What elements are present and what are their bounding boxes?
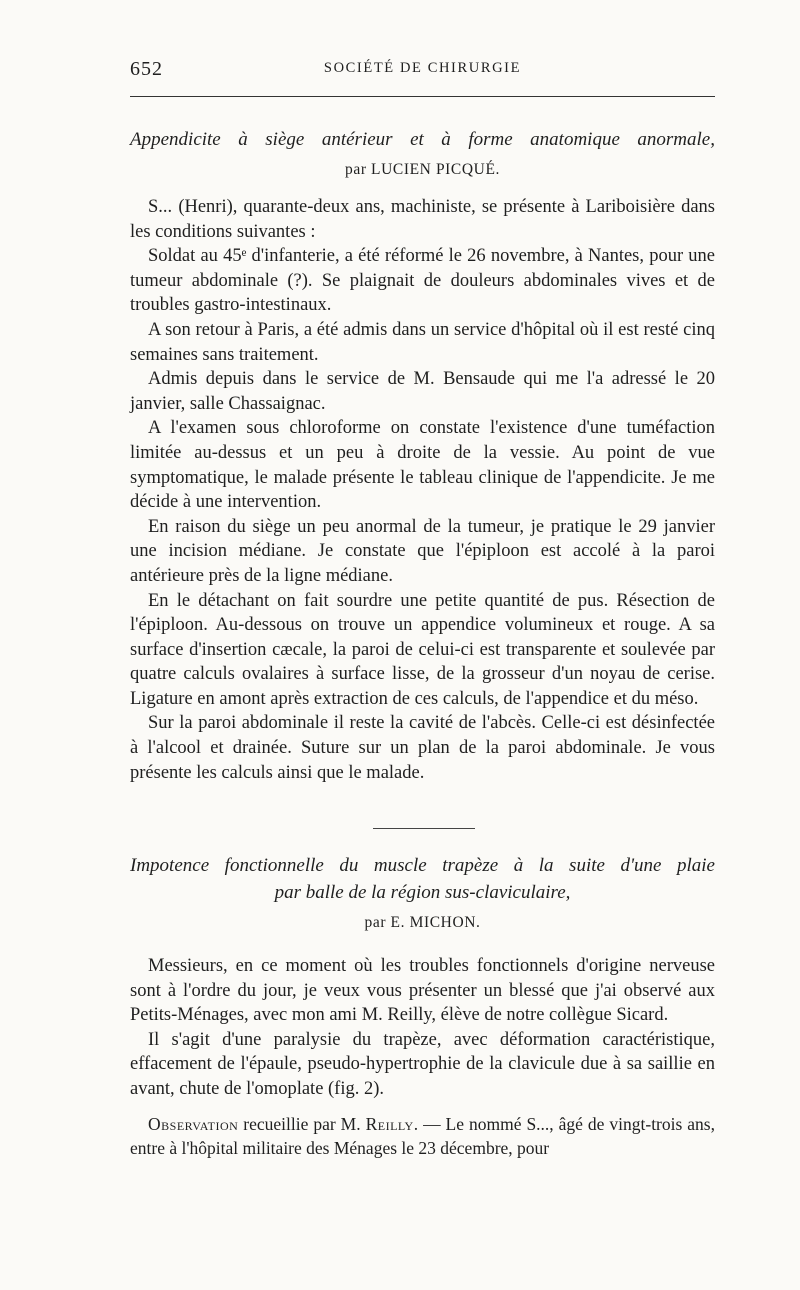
paragraph: Admis depuis dans le service de M. Bensaude qui me l'a adressé le 20 janvier, salle Chassaignac. bbox=[130, 369, 715, 414]
page-number: 652 bbox=[130, 58, 163, 80]
article-impotence bbox=[130, 852, 715, 1160]
observation-paragraph bbox=[130, 1112, 715, 1160]
section-separator bbox=[373, 828, 475, 829]
article-title: Appendicite à siège antérieur et à forme anatomique anormale, bbox=[130, 129, 715, 150]
paragraph: En raison du siège un peu anormal de la tumeur, je pratique le 29 janvier une incision médiane. Je constate que l'épiploon est accolé à la paroi antérieure près de la ligne médiane. bbox=[130, 516, 715, 586]
paragraph: S... (Henri), quarante-deux ans, machiniste, se présente à Lariboisière dans les conditions suivantes : bbox=[130, 197, 715, 242]
paragraph: Il s'agit d'une paralysie du trapèze, avec déformation caractéristique, effacement de l'épaule, pseudo-hypertrophie de la clavicule due à sa saillie en avant, chute de l'omoplate (fig. 2). bbox=[130, 1029, 715, 1099]
observer-name: Reilly bbox=[365, 1113, 414, 1134]
paragraph: En le détachant on fait sourdre une petite quantité de pus. Résection de l'épiploon. Au-dessous on trouve un appendice volumineux et rouge. A sa surface d'insertion cæcale, la paroi de celui-ci est transparente et soulevée par quatre calculs ovalaires à surface lisse, de la grosseur d'un noyau de cerise. Ligature en amont après extraction de ces calculs, de l'appendice et du méso. bbox=[130, 590, 715, 709]
article-title-line-2: par balle de la région sus-claviculaire, bbox=[274, 882, 571, 903]
observation-text: recueillie par M. bbox=[238, 1113, 366, 1134]
article-author: par E. MICHON. bbox=[364, 914, 481, 931]
paragraph: Messieurs, en ce moment où les troubles fonctionnels d'origine nerveuse sont à l'ordre du jour, je veux vous présenter un blessé que j'ai observé aux Petits-Ménages, avec mon ami M. Reilly, élève de notre collègue Sicard. bbox=[130, 956, 715, 1026]
article-title-line-1: Impotence fonctionnelle du muscle trapèze à la suite d'une plaie bbox=[130, 855, 715, 876]
observation-text: . — Le nommé S..., âgé de vingt-trois ans, entre à l'hôpital militaire des Ménages le 23 décembre, pour bbox=[130, 1113, 715, 1158]
paragraph: A son retour à Paris, a été admis dans un service d'hôpital où il est resté cinq semaines sans traitement. bbox=[130, 319, 715, 365]
paragraph: Sur la paroi abdominale il reste la cavité de l'abcès. Celle-ci est désinfectée à l'alcool et drainée. Suture sur un plan de la paroi abdominale. Je vous présente les calculs ainsi que le malade. bbox=[130, 713, 715, 783]
article-author: par LUCIEN PICQUÉ. bbox=[344, 161, 500, 178]
paragraph: A l'examen sous chloroforme on constate l'existence d'une tuméfaction limitée au-dessus et un peu à droite de la vessie. Au point de vue symptomatique, le malade présente le tableau clinique de l'appendicite. Je me décide à une intervention. bbox=[130, 418, 715, 513]
running-title: SOCIÉTÉ DE CHIRURGIE bbox=[323, 60, 522, 76]
article-appendicite bbox=[130, 126, 715, 785]
header-rule bbox=[130, 96, 715, 97]
observation-label: Observation bbox=[148, 1113, 239, 1134]
paragraph: Soldat au 45ᵉ d'infanterie, a été réformé le 26 novembre, à Nantes, pour une tumeur abdominale (?). Se plaignait de douleurs abdominales vives et de troubles gastro-intestinaux. bbox=[130, 246, 715, 316]
running-head bbox=[130, 58, 715, 80]
